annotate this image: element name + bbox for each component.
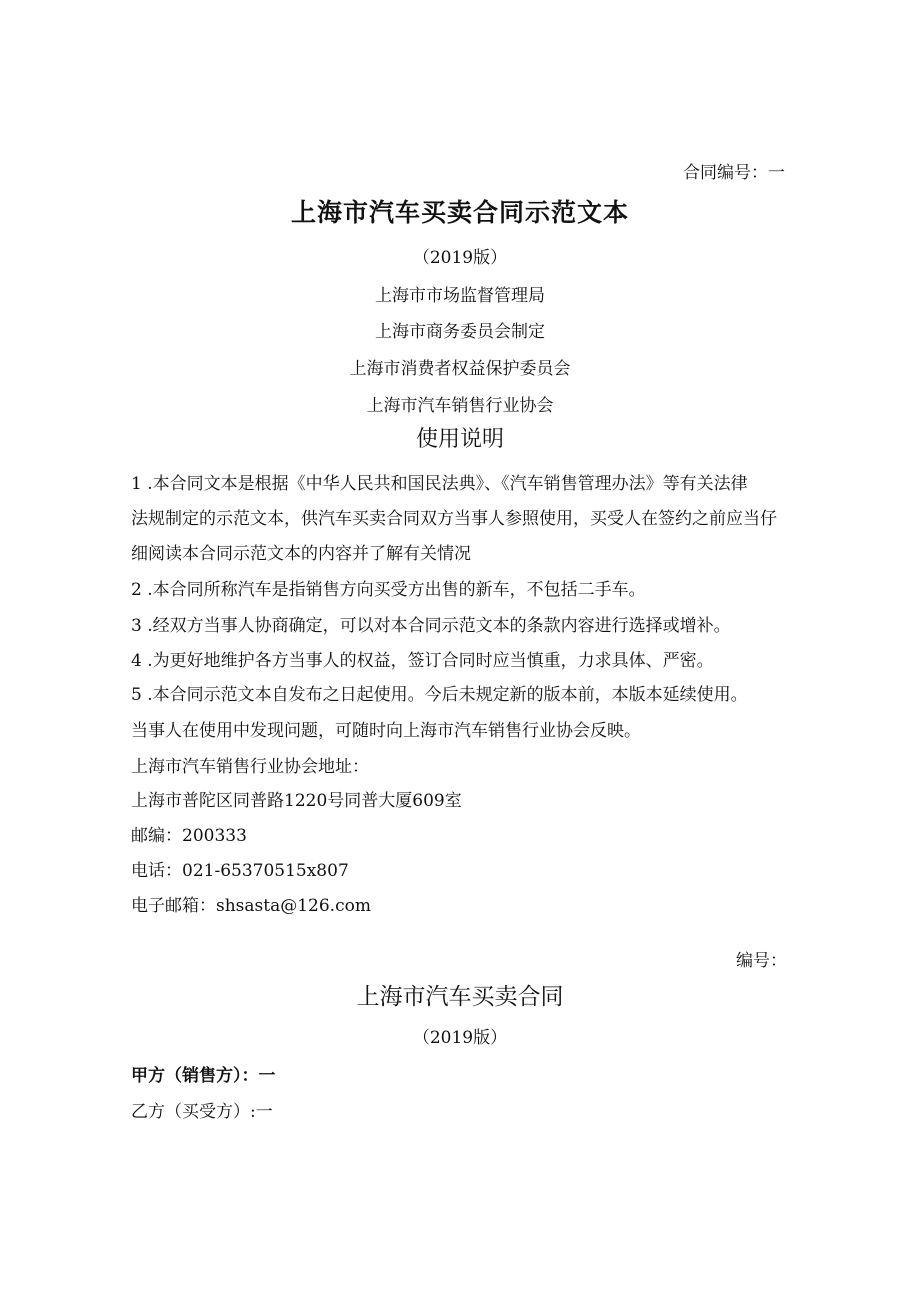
instruction-line: 当事人在使用中发现问题，可随时向上海市汽车销售行业协会反映。 bbox=[131, 721, 641, 741]
party-a: 甲方（销售方）：一 bbox=[131, 1066, 276, 1086]
association-address: 上海市普陀区同普路1220号同普大厦609室 bbox=[131, 791, 462, 811]
issuer: 上海市汽车销售行业协会 bbox=[366, 396, 554, 416]
contract-number-label: 编号： bbox=[736, 951, 787, 971]
instructions-heading: 使用说明 bbox=[415, 427, 504, 452]
postal-code: 邮编：200333 bbox=[131, 826, 247, 846]
instruction-line: 5 .本合同示范文本自发布之日起使用。今后未规定新的版本前，本版本延续使用。 bbox=[131, 685, 748, 705]
issuer: 上海市市场监督管理局 bbox=[375, 286, 545, 306]
phone: 电话：021-65370515x807 bbox=[131, 861, 349, 881]
issuer: 上海市商务委员会制定 bbox=[375, 322, 545, 342]
email: 电子邮箱：shsasta@126.com bbox=[131, 896, 371, 916]
document-title: 上海市汽车买卖合同示范文本 bbox=[290, 198, 629, 227]
party-b: 乙方（买受方）:一 bbox=[131, 1102, 273, 1122]
instruction-line: 法规制定的示范文本，供汽车买卖合同双方当事人参照使用，买受人在签约之前应当仔 bbox=[131, 509, 777, 529]
association-address-label: 上海市汽车销售行业协会地址： bbox=[131, 757, 369, 777]
edition: （2019版） bbox=[412, 248, 508, 268]
contract-number-label: 合同编号：一 bbox=[683, 163, 785, 183]
instruction-line: 3 .经双方当事人协商确定，可以对本合同示范文本的条款内容进行选择或增补。 bbox=[131, 616, 731, 636]
instruction-line: 4 .为更好地维护各方当事人的权益，签订合同时应当慎重，力求具体、严密。 bbox=[131, 651, 714, 671]
instruction-line: 2 .本合同所称汽车是指销售方向买受方出售的新车，不包括二手车。 bbox=[131, 580, 646, 600]
instruction-line: 细阅读本合同示范文本的内容并了解有关情况 bbox=[131, 544, 471, 564]
issuer: 上海市消费者权益保护委员会 bbox=[349, 359, 571, 379]
contract-title: 上海市汽车买卖合同 bbox=[356, 984, 564, 1010]
instruction-line: 1 .本合同文本是根据《中华人民共和国民法典》、《汽车销售管理办法》等有关法律 bbox=[131, 474, 748, 494]
contract-edition: （2019版） bbox=[412, 1028, 508, 1048]
